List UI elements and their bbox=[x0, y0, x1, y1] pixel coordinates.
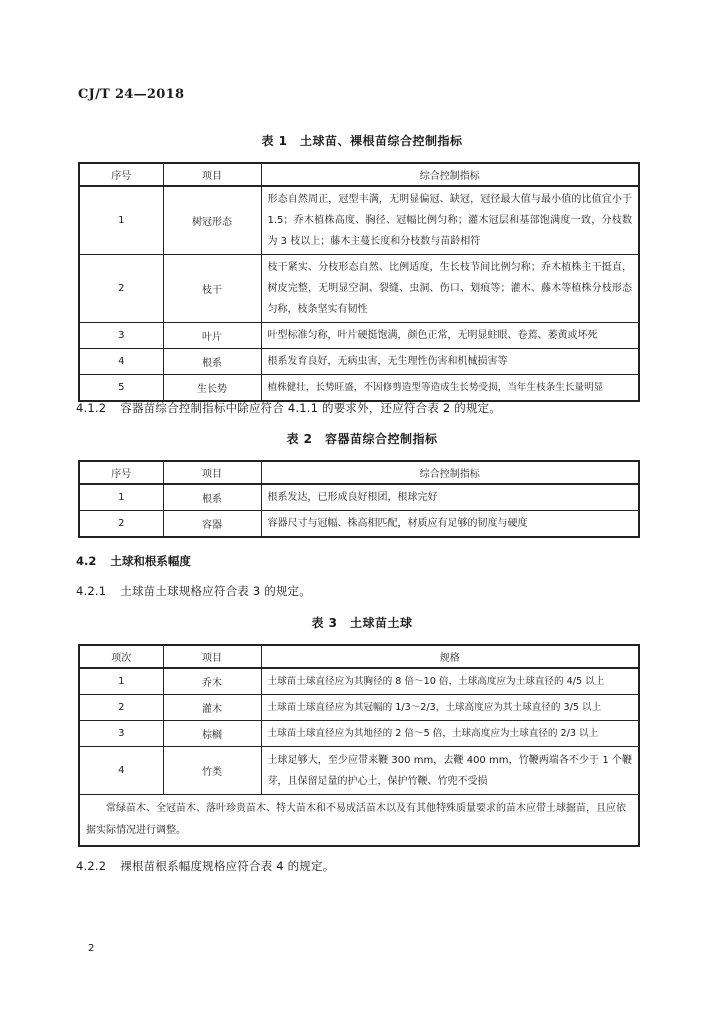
table-row bbox=[79, 795, 639, 847]
table-row bbox=[79, 186, 639, 255]
table-row bbox=[79, 695, 639, 721]
table1-row2-item: 枝干 bbox=[163, 255, 261, 323]
table3-row3-spec: 土球苗土球直径应为其地径的 2 倍～5 倍，土球高度应为土球直径的 2/3 以上 bbox=[261, 721, 639, 747]
table-row bbox=[79, 255, 639, 323]
table1-header-index: 序号 bbox=[79, 163, 163, 186]
table-row bbox=[79, 721, 639, 747]
clause-text: 裸根苗根系幅度规格应符合表 4 的规定。 bbox=[120, 859, 335, 873]
table3-header-spec: 规格 bbox=[261, 645, 639, 668]
table3-row1-index: 1 bbox=[79, 668, 163, 695]
section-4-2-heading bbox=[76, 553, 191, 569]
table3-caption: 表 3 土球苗土球 bbox=[311, 616, 413, 630]
table2-caption: 表 2 容器苗综合控制指标 bbox=[286, 432, 438, 446]
table2-row1-index: 1 bbox=[79, 484, 163, 511]
table3-note: 常绿苗木、全冠苗木、落叶珍贵苗木、特大苗木和不易成活苗木以及有其他特殊质量要求的苗木应带土球掘苗，且应依据实际情况进行调整。 bbox=[79, 795, 639, 847]
table2-row2-index: 2 bbox=[79, 511, 163, 538]
table3-row4-spec: 土球足够大，至少应带来鞭 300 mm，去鞭 400 mm，竹鞭两端各不少于 1 个鞭芽，且保留足量的护心土，保护竹鞭、竹兜不受损 bbox=[261, 747, 639, 795]
table3-row1-spec: 土球苗土球直径应为其胸径的 8 倍～10 倍，土球高度应为土球直径的 4/5 以上 bbox=[261, 668, 639, 695]
table3-row4-item: 竹类 bbox=[163, 747, 261, 795]
table3-row3-index: 3 bbox=[79, 721, 163, 747]
table2-row2-item: 容器 bbox=[163, 511, 261, 538]
table2-row2-indicator: 容器尺寸与冠幅、株高相匹配，材质应有足够的韧度与硬度 bbox=[261, 511, 639, 538]
table1-row1-item: 树冠形态 bbox=[163, 186, 261, 255]
table2-header-index: 序号 bbox=[79, 461, 163, 484]
table3-row3-item: 棕榈 bbox=[163, 721, 261, 747]
table1-header-indicator: 综合控制指标 bbox=[261, 163, 639, 186]
table1-row1-index: 1 bbox=[79, 186, 163, 255]
table1-row2-index: 2 bbox=[79, 255, 163, 323]
table3-header-item: 项目 bbox=[163, 645, 261, 668]
table1-row5-item: 生长势 bbox=[163, 375, 261, 402]
table-row bbox=[79, 375, 639, 402]
table1-header-item: 项目 bbox=[163, 163, 261, 186]
table1-row4-index: 4 bbox=[79, 349, 163, 375]
document-code: CJ/T 24—2018 bbox=[78, 87, 185, 102]
table1 bbox=[78, 162, 640, 402]
table2-header-item: 项目 bbox=[163, 461, 261, 484]
table1-row2-indicator: 枝干紧实、分枝形态自然、比例适度，生长枝节间比例匀称；乔木植株主干挺直，树皮完整，无明显空洞、裂缝、虫洞、伤口、划痕等；灌木、藤木等植株分枝形态匀称，枝条坚实有韧性 bbox=[261, 255, 639, 323]
table3-row2-item: 灌木 bbox=[163, 695, 261, 721]
table2-row1-indicator: 根系发达，已形成良好根团，根球完好 bbox=[261, 484, 639, 511]
table2-header-indicator: 综合控制指标 bbox=[261, 461, 639, 484]
table3-row2-index: 2 bbox=[79, 695, 163, 721]
paragraph-4-1-2 bbox=[76, 400, 501, 416]
section-title: 土球和根系幅度 bbox=[110, 554, 191, 568]
table3-header-row bbox=[79, 645, 639, 668]
table1-row3-item: 叶片 bbox=[163, 323, 261, 349]
paragraph-4-2-2 bbox=[76, 858, 334, 874]
table3-row1-item: 乔木 bbox=[163, 668, 261, 695]
table1-row1-indicator: 形态自然周正，冠型丰满，无明显偏冠、缺冠，冠径最大值与最小值的比值宜小于 1.5；乔木植株高度、胸径、冠幅比例匀称；灌木冠层和基部饱满度一致，分枝数为 3 枝以上；藤木主蔓长度和分枝数与苗龄相符 bbox=[261, 186, 639, 255]
table3-row4-index: 4 bbox=[79, 747, 163, 795]
table3-row2-spec: 土球苗土球直径应为其冠幅的 1/3～2/3，土球高度应为其土球直径的 3/5 以上 bbox=[261, 695, 639, 721]
table1-row3-index: 3 bbox=[79, 323, 163, 349]
table1-row5-indicator: 植株健壮，长势旺盛，不因修剪造型等造成生长势受损，当年生枝条生长量明显 bbox=[261, 375, 639, 402]
section-number: 4.2 bbox=[76, 554, 97, 568]
table1-caption: 表 1 土球苗、裸根苗综合控制指标 bbox=[261, 134, 463, 148]
clause-number: 4.2.2 bbox=[76, 859, 107, 873]
table2 bbox=[78, 460, 640, 538]
page-number: 2 bbox=[88, 943, 95, 954]
table-row bbox=[79, 668, 639, 695]
table-row bbox=[79, 511, 639, 538]
table3-header-index: 项次 bbox=[79, 645, 163, 668]
table-row bbox=[79, 484, 639, 511]
table-row bbox=[79, 349, 639, 375]
table3 bbox=[78, 644, 640, 847]
table1-header-row bbox=[79, 163, 639, 186]
paragraph-4-2-1 bbox=[76, 583, 311, 599]
clause-number: 4.2.1 bbox=[76, 584, 107, 598]
table1-row3-indicator: 叶型标准匀称，叶片硬挺饱满，颜色正常，无明显蛀眼、卷蔫、萎黄或坏死 bbox=[261, 323, 639, 349]
table-row bbox=[79, 323, 639, 349]
clause-text: 土球苗土球规格应符合表 3 的规定。 bbox=[120, 584, 311, 598]
table2-row1-item: 根系 bbox=[163, 484, 261, 511]
table2-header-row bbox=[79, 461, 639, 484]
table-row bbox=[79, 747, 639, 795]
table1-row4-item: 根系 bbox=[163, 349, 261, 375]
clause-number: 4.1.2 bbox=[76, 401, 107, 415]
clause-text: 容器苗综合控制指标中除应符合 4.1.1 的要求外，还应符合表 2 的规定。 bbox=[120, 401, 502, 415]
table1-row5-index: 5 bbox=[79, 375, 163, 402]
table1-row4-indicator: 根系发育良好，无病虫害，无生理性伤害和机械损害等 bbox=[261, 349, 639, 375]
